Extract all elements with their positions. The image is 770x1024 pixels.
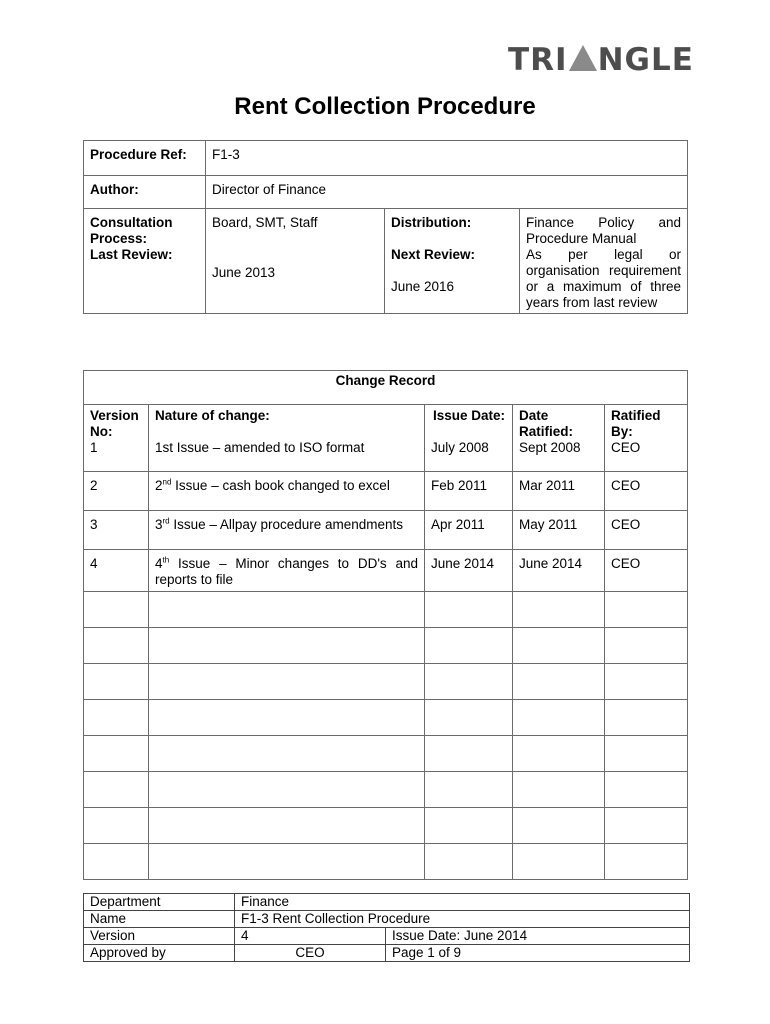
- nature-text: 1st Issue – amended to ISO format: [155, 440, 365, 455]
- date-ratified-header: Date Ratified:: [513, 405, 605, 441]
- next-review-label: Next Review:: [391, 247, 476, 262]
- empty-cell: [513, 592, 605, 628]
- procedure-ref-label: Procedure Ref:: [84, 141, 206, 176]
- empty-cell: [149, 808, 425, 844]
- consultation-label: Consultation Process:: [90, 215, 173, 246]
- empty-row: [84, 772, 688, 808]
- empty-cell: [513, 628, 605, 664]
- empty-cell: [84, 772, 149, 808]
- issue-date-cell: Apr 2011: [425, 511, 513, 550]
- version-label: Version: [84, 928, 235, 945]
- empty-cell: [605, 772, 688, 808]
- version-cell: 2: [84, 472, 149, 511]
- name-value: F1-3 Rent Collection Procedure: [235, 911, 690, 928]
- empty-cell: [513, 700, 605, 736]
- ratified-by-cell: CEO: [605, 472, 688, 511]
- empty-cell: [513, 844, 605, 880]
- version-cell: 3: [84, 511, 149, 550]
- date-ratified-cell: Sept 2008: [513, 440, 605, 472]
- version-cell: 4: [84, 550, 149, 592]
- empty-cell: [84, 664, 149, 700]
- distribution-label: Distribution:: [391, 215, 472, 230]
- table-row: [84, 511, 688, 550]
- ordinal-suffix: th: [162, 555, 170, 565]
- ratified-by-cell: CEO: [605, 511, 688, 550]
- issue-date-header: Issue Date:: [425, 405, 513, 441]
- empty-cell: [605, 592, 688, 628]
- empty-cell: [149, 628, 425, 664]
- last-review-value: June 2013: [212, 265, 276, 280]
- change-record-title: Change Record: [84, 371, 688, 405]
- distribution-value: Finance Policy and Procedure Manual: [526, 215, 682, 246]
- empty-cell: [605, 844, 688, 880]
- nature-header: Nature of change:: [149, 405, 425, 441]
- empty-row: [84, 664, 688, 700]
- empty-row: [84, 592, 688, 628]
- department-value: Finance: [235, 894, 690, 911]
- distribution-cell: [385, 209, 520, 314]
- empty-cell: [425, 736, 513, 772]
- empty-cell: [425, 664, 513, 700]
- empty-cell: [149, 700, 425, 736]
- triangle-logo: [508, 40, 694, 80]
- empty-cell: [425, 628, 513, 664]
- change-record-table: [83, 370, 688, 880]
- empty-cell: [84, 700, 149, 736]
- empty-row: [84, 736, 688, 772]
- consultation-value-cell: [206, 209, 385, 314]
- version-header: Version No:: [84, 405, 149, 441]
- nature-text: 4: [155, 556, 163, 571]
- nature-cell: [149, 550, 425, 592]
- version-value: 4: [235, 928, 386, 945]
- distribution-value-cell: [520, 209, 688, 314]
- empty-cell: [84, 736, 149, 772]
- name-label: Name: [84, 911, 235, 928]
- nature-text: 2: [155, 478, 163, 493]
- table-row: [84, 440, 688, 472]
- empty-cell: [605, 808, 688, 844]
- nature-text-rest: Issue – Allpay procedure amendments: [169, 517, 404, 532]
- empty-cell: [149, 772, 425, 808]
- empty-cell: [84, 592, 149, 628]
- version-cell: 1: [84, 440, 149, 472]
- date-ratified-cell: May 2011: [513, 511, 605, 550]
- empty-cell: [149, 844, 425, 880]
- empty-cell: [149, 664, 425, 700]
- page-number: Page 1 of 9: [386, 945, 690, 962]
- triangle-icon: [569, 45, 597, 71]
- empty-cell: [149, 592, 425, 628]
- empty-cell: [425, 700, 513, 736]
- date-ratified-cell: Mar 2011: [513, 472, 605, 511]
- empty-cell: [605, 628, 688, 664]
- issue-date-value: Issue Date: June 2014: [386, 928, 690, 945]
- empty-row: [84, 628, 688, 664]
- issue-date-cell: July 2008: [425, 440, 513, 472]
- empty-cell: [513, 736, 605, 772]
- empty-cell: [425, 592, 513, 628]
- empty-cell: [425, 808, 513, 844]
- ratified-by-header: Ratified By:: [605, 405, 688, 441]
- empty-cell: [513, 664, 605, 700]
- ratified-by-cell: CEO: [605, 440, 688, 472]
- date-ratified-cell: June 2014: [513, 550, 605, 592]
- empty-row: [84, 808, 688, 844]
- next-review-value: June 2016: [391, 279, 455, 294]
- consultation-cell: [84, 209, 206, 314]
- next-review-note: As per legal or organisation requirement or a maximum of three years from last review: [526, 247, 682, 310]
- page-title: Rent Collection Procedure: [234, 93, 536, 120]
- table-row: [84, 550, 688, 592]
- author-label: Author:: [84, 176, 206, 209]
- ordinal-suffix: rd: [162, 516, 170, 526]
- empty-cell: [425, 772, 513, 808]
- document-footer-table: [83, 893, 690, 962]
- empty-cell: [605, 700, 688, 736]
- empty-cell: [149, 736, 425, 772]
- empty-row: [84, 844, 688, 880]
- logo-text-start: TRI: [508, 42, 568, 78]
- procedure-ref-value: F1-3: [206, 141, 688, 176]
- nature-text: 3: [155, 517, 163, 532]
- empty-cell: [84, 628, 149, 664]
- empty-cell: [513, 808, 605, 844]
- empty-cell: [84, 844, 149, 880]
- ordinal-suffix: nd: [162, 477, 172, 487]
- issue-date-cell: Feb 2011: [425, 472, 513, 511]
- empty-cell: [425, 844, 513, 880]
- table-row: [84, 472, 688, 511]
- empty-cell: [605, 736, 688, 772]
- author-value: Director of Finance: [206, 176, 688, 209]
- procedure-info-table: [83, 140, 688, 314]
- ratified-by-cell: CEO: [605, 550, 688, 592]
- empty-cell: [605, 664, 688, 700]
- nature-text-rest: Issue – Minor changes to DD's and reports to file: [155, 556, 418, 587]
- last-review-label: Last Review:: [90, 247, 173, 262]
- empty-row: [84, 700, 688, 736]
- nature-cell: [149, 440, 425, 472]
- approved-value: CEO: [235, 945, 386, 962]
- nature-text-rest: Issue – cash book changed to excel: [171, 478, 390, 493]
- approved-label: Approved by: [84, 945, 235, 962]
- empty-cell: [84, 808, 149, 844]
- nature-cell: [149, 511, 425, 550]
- consultation-value: Board, SMT, Staff: [212, 215, 318, 230]
- empty-cell: [513, 772, 605, 808]
- department-label: Department: [84, 894, 235, 911]
- logo-text-end: NGLE: [597, 42, 694, 78]
- issue-date-cell: June 2014: [425, 550, 513, 592]
- nature-cell: [149, 472, 425, 511]
